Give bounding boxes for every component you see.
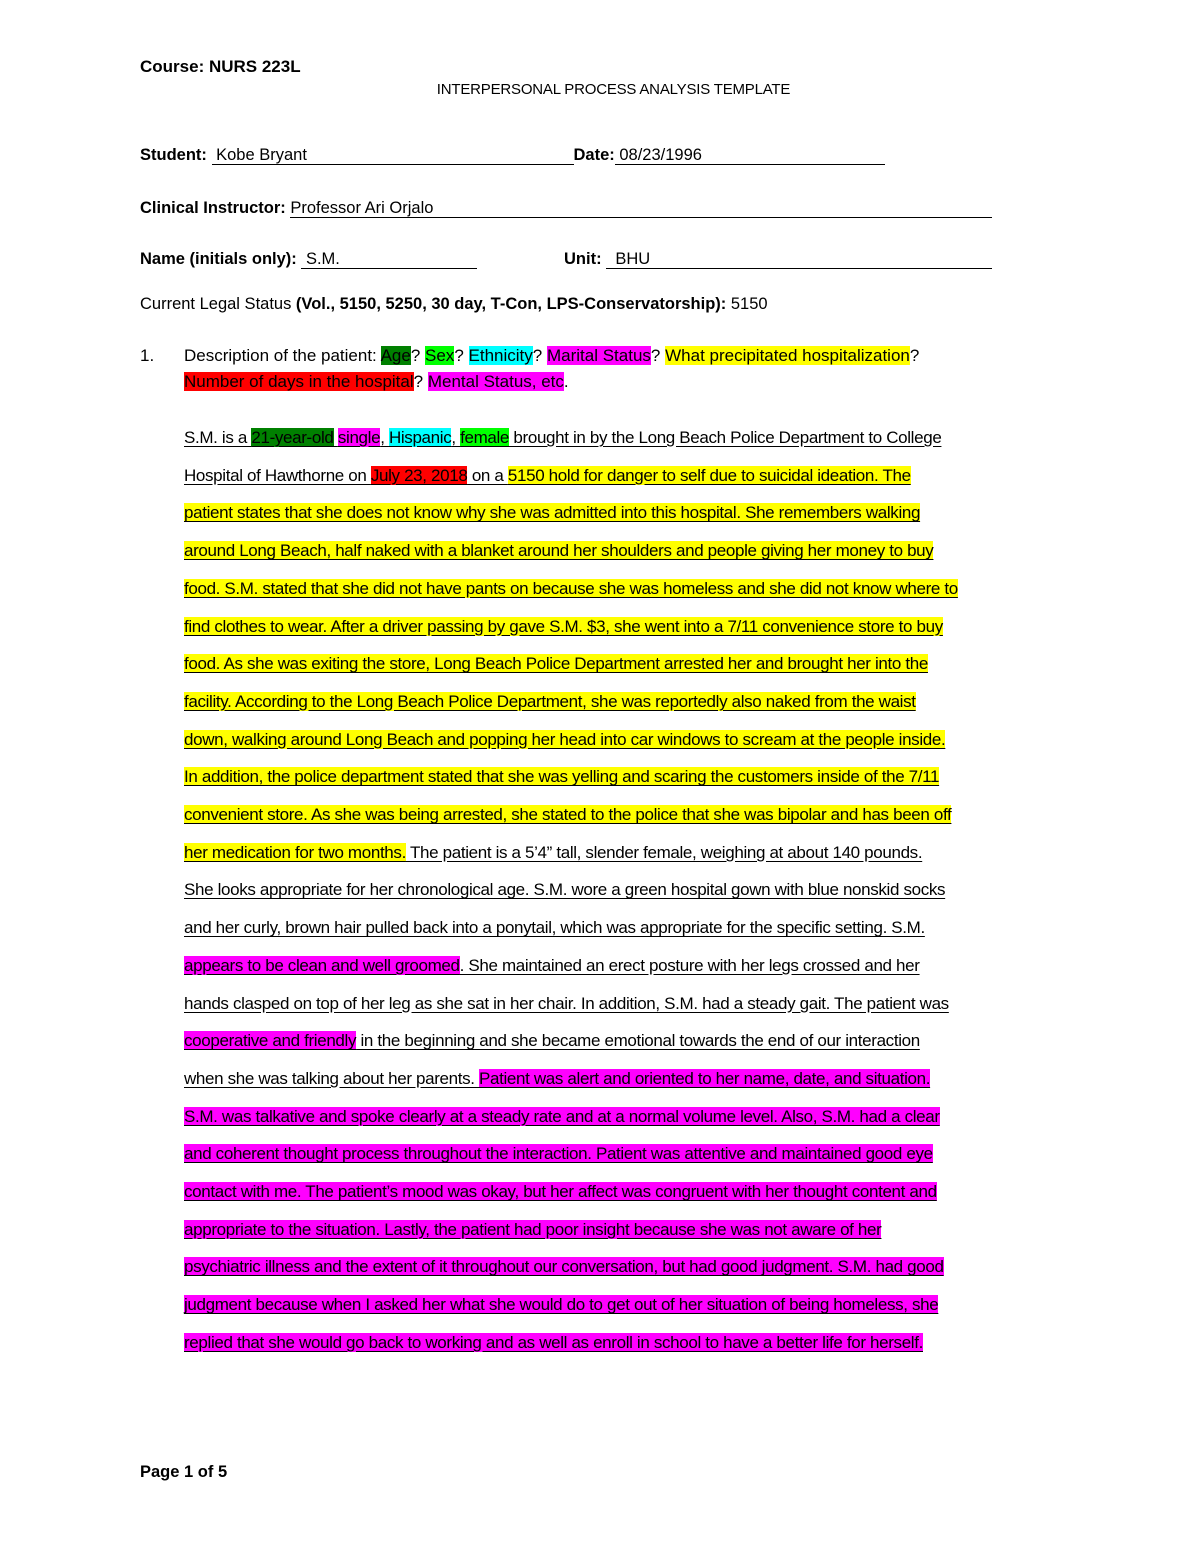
narrative-line: patient states that she does not know why she was admitted into this hospital. She remembers walking <box>184 503 921 523</box>
prompt-ethnicity: Ethnicity <box>468 346 533 365</box>
hl-admission-date: July 23, 2018 <box>370 465 468 485</box>
prompt-mental: Mental Status, etc <box>427 372 564 391</box>
narrative-line: when she was talking about her parents. Patient was alert and oriented to her name, date, and situation. <box>184 1068 931 1088</box>
narrative-line: down, walking around Long Beach and popping her head into car windows to scream at the people inside. <box>184 729 946 749</box>
patient-description <box>184 419 1094 1362</box>
narrative-line: find clothes to wear. After a driver passing by gave S.M. $3, she went into a 7/11 convenience store to buy <box>184 616 943 636</box>
narrative-line: hands clasped on top of her leg as she sat in her chair. In addition, S.M. had a steady gait. The patient was <box>184 993 949 1013</box>
legal-status-value: 5150 <box>730 295 768 313</box>
narrative-line: food. S.M. stated that she did not have pants on because she was homeless and she did not know where to <box>184 578 958 598</box>
prompt-sex: Sex <box>425 346 455 365</box>
legal-status-label: Current Legal Status <box>140 295 296 313</box>
narrative-line: In addition, the police department stated that she was yelling and scaring the customers inside of the 7/11 <box>184 767 940 787</box>
date-label: Date: <box>573 146 615 164</box>
hl-ethnicity: Hispanic <box>388 428 452 447</box>
narrative-line: S.M. is a 21-year-old single, Hispanic, female brought in by the Long Beach Police Department to College <box>184 428 942 447</box>
student-label: Student: <box>140 146 207 164</box>
narrative-line: convenient store. As she was being arrested, she stated to the police that she was bipolar and has been off <box>184 805 952 825</box>
narrative-line: facility. According to the Long Beach Police Department, she was reportedly also naked from the waist <box>184 691 916 711</box>
date-field[interactable] <box>615 146 885 165</box>
unit-row <box>564 250 992 269</box>
narrative-line: S.M. was talkative and spoke clearly at a steady rate and at a normal volume level. Also, S.M. had a clear <box>184 1106 940 1126</box>
prompt-age: Age <box>380 346 411 365</box>
prompt-precipitated: What precipitated hospitalization <box>665 346 910 365</box>
narrative-line: her medication for two months. The patient is a 5’4” tall, slender female, weighing at about 140 pounds. <box>184 842 923 862</box>
instructor-label: Clinical Instructor: <box>140 199 286 217</box>
name-label: Name (initials only): <box>140 250 297 268</box>
narrative-line: cooperative and friendly in the beginning and she became emotional towards the end of our interaction <box>184 1031 920 1051</box>
narrative-line: appears to be clean and well groomed. She maintained an erect posture with her legs crossed and her <box>184 955 920 975</box>
student-value: Kobe Bryant <box>216 146 307 164</box>
narrative-line: replied that she would go back to working and as well as enroll in school to have a better life for herself. <box>184 1332 923 1352</box>
narrative-line: psychiatric illness and the extent of it throughout our conversation, but had good judgment. S.M. had good <box>184 1257 944 1277</box>
hl-precipitated: 5150 hold for danger to self due to suicidal ideation. The <box>507 465 911 485</box>
name-value: S.M. <box>305 250 340 268</box>
name-row <box>140 250 477 269</box>
name-field[interactable] <box>301 250 477 269</box>
instructor-field[interactable] <box>290 199 992 218</box>
prompt-intro: Description of the patient: <box>184 346 381 365</box>
hl-sex: female <box>460 428 510 447</box>
narrative-line: contact with me. The patient’s mood was okay, but her affect was congruent with her thought content and <box>184 1182 937 1202</box>
unit-value: BHU <box>615 250 651 268</box>
course-label: Course: NURS 223L <box>140 57 301 76</box>
student-field[interactable] <box>212 146 574 165</box>
legal-status-options: (Vol., 5150, 5250, 30 day, T-Con, LPS-Conservatorship): <box>295 295 727 313</box>
narrative-line: and coherent thought process throughout the interaction. Patient was attentive and maintained good eye <box>184 1144 933 1164</box>
narrative-line: Hospital of Hawthorne on July 23, 2018 on a 5150 hold for danger to self due to suicidal ideation. The <box>184 465 911 485</box>
section-prompt-line-1: Description of the patient: Age? Sex? Ethnicity? Marital Status? What precipitated hospitalization? <box>184 346 920 365</box>
section-number: 1. <box>140 346 155 365</box>
student-row <box>140 146 885 165</box>
narrative-line: around Long Beach, half naked with a blanket around her shoulders and people giving her money to buy <box>184 541 934 561</box>
prompt-days: Number of days in the hospital <box>184 372 414 391</box>
prompt-marital: Marital Status <box>546 346 651 365</box>
unit-field[interactable] <box>606 250 992 269</box>
narrative-line: appropriate to the situation. Lastly, the patient had poor insight because she was not aware of her <box>184 1219 882 1239</box>
hl-marital: single <box>337 428 381 447</box>
unit-label: Unit: <box>564 250 602 268</box>
document-title: INTERPERSONAL PROCESS ANALYSIS TEMPLATE <box>436 81 791 98</box>
instructor-value: Professor Ari Orjalo <box>290 199 434 217</box>
narrative-line: and her curly, brown hair pulled back into a ponytail, which was appropriate for the specific setting. S.M. <box>184 918 925 938</box>
date-value: 08/23/1996 <box>619 146 702 164</box>
narrative-line: food. As she was exiting the store, Long Beach Police Department arrested her and brought her into the <box>184 654 928 674</box>
legal-status-row <box>140 295 768 314</box>
narrative-line: She looks appropriate for her chronological age. S.M. wore a green hospital gown with blue nonskid socks <box>184 880 946 900</box>
instructor-row <box>140 199 992 218</box>
narrative-line: judgment because when I asked her what she would do to get out of her situation of being homeless, she <box>184 1295 939 1315</box>
hl-age: 21-year-old <box>251 428 334 447</box>
page-number: Page 1 of 5 <box>140 1463 228 1481</box>
section-prompt-line-2: Number of days in the hospital? Mental Status, etc. <box>184 372 569 391</box>
